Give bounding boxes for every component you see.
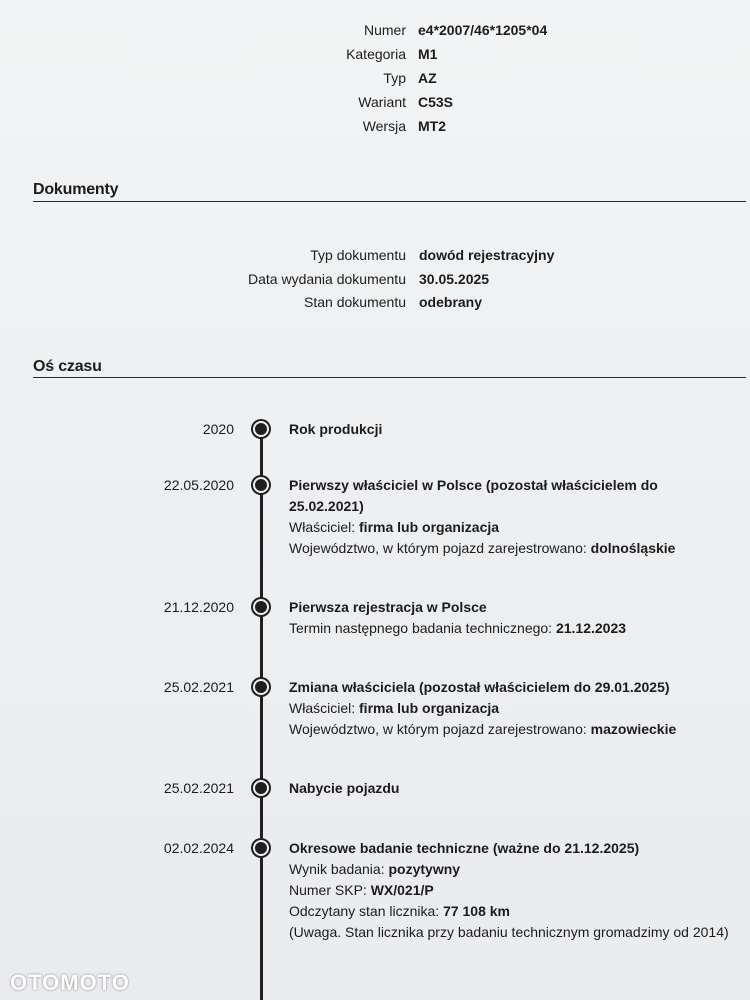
document-status-label: Stan dokumentu bbox=[304, 294, 406, 310]
timeline-divider bbox=[33, 377, 746, 378]
spec-value: M1 bbox=[418, 46, 438, 62]
timeline-marker-icon bbox=[253, 477, 269, 493]
timeline-event bbox=[289, 419, 729, 440]
detail-label: Numer SKP: bbox=[289, 882, 371, 898]
documents-divider bbox=[33, 201, 746, 202]
timeline-date: 25.02.2021 bbox=[163, 679, 234, 695]
detail-value: pozytywny bbox=[388, 861, 461, 877]
document-type-value: dowód rejestracyjny bbox=[419, 247, 555, 263]
timeline-event-title: Pierwsza rejestracja w Polsce bbox=[289, 599, 487, 615]
detail-label: Odczytany stan licznika: bbox=[289, 903, 444, 919]
timeline-marker-icon bbox=[253, 780, 269, 796]
spec-label: Numer bbox=[363, 22, 406, 38]
timeline-date: 22.05.2020 bbox=[163, 477, 234, 493]
document-issue-date-label: Data wydania dokumentu bbox=[248, 271, 406, 287]
timeline-event-detail bbox=[289, 859, 729, 880]
timeline-event-title: Okresowe badanie techniczne (ważne do 21.12.2025) bbox=[289, 840, 640, 856]
spec-label: Kategoria bbox=[346, 46, 406, 62]
document-status-value: odebrany bbox=[419, 294, 483, 310]
timeline-event-detail bbox=[289, 517, 729, 538]
detail-label: Województwo, w którym pojazd zarejestrowano: bbox=[289, 721, 591, 737]
timeline-event bbox=[289, 677, 729, 740]
spec-value: e4*2007/46*1205*04 bbox=[418, 22, 548, 38]
timeline-event-detail bbox=[289, 698, 729, 719]
timeline-event bbox=[289, 838, 729, 943]
timeline-date: 02.02.2024 bbox=[163, 840, 234, 856]
timeline-event-title: Nabycie pojazdu bbox=[289, 780, 400, 796]
timeline-event-title: Pierwszy właściciel w Polsce (pozostał właścicielem do 25.02.2021) bbox=[289, 477, 658, 514]
timeline-event-detail bbox=[289, 880, 729, 901]
detail-value: 77 108 km bbox=[443, 903, 511, 919]
spec-label: Typ bbox=[383, 70, 406, 86]
timeline-event-detail bbox=[289, 719, 729, 740]
timeline-event bbox=[289, 597, 729, 639]
otomoto-watermark: OTOMOTO bbox=[10, 970, 130, 995]
detail-value: mazowieckie bbox=[590, 721, 677, 737]
spec-value: MT2 bbox=[418, 118, 446, 134]
detail-value: firma lub organizacja bbox=[359, 700, 500, 716]
documents-heading: Dokumenty bbox=[33, 181, 119, 198]
timeline-event-note bbox=[289, 922, 729, 943]
detail-value: firma lub organizacja bbox=[359, 519, 500, 535]
spec-label: Wariant bbox=[358, 94, 406, 110]
spec-label: Wersja bbox=[362, 118, 406, 134]
timeline-event-detail bbox=[289, 618, 729, 639]
timeline-axis bbox=[260, 428, 263, 1000]
detail-label: Wynik badania: bbox=[289, 861, 389, 877]
detail-label: Właściciel: bbox=[289, 519, 360, 535]
detail-label: Termin następnego badania technicznego: bbox=[289, 620, 556, 636]
detail-value: dolnośląskie bbox=[590, 540, 676, 556]
document-type-label: Typ dokumentu bbox=[310, 247, 406, 263]
timeline-marker-icon bbox=[253, 679, 269, 695]
document-issue-date-value: 30.05.2025 bbox=[419, 271, 490, 287]
timeline-date: 21.12.2020 bbox=[163, 599, 234, 615]
detail-label: Województwo, w którym pojazd zarejestrowano: bbox=[289, 540, 591, 556]
timeline-date: 2020 bbox=[202, 421, 234, 437]
timeline-date: 25.02.2021 bbox=[163, 780, 234, 796]
timeline-event-title: Rok produkcji bbox=[289, 421, 383, 437]
timeline-event-title: Zmiana właściciela (pozostał właścicielem do 29.01.2025) bbox=[289, 679, 670, 695]
timeline-marker-icon bbox=[253, 421, 269, 437]
detail-note: (Uwaga. Stan licznika przy badaniu technicznym gromadzimy od 2014) bbox=[289, 924, 729, 940]
detail-label: Właściciel: bbox=[289, 700, 360, 716]
timeline-marker-icon bbox=[253, 840, 269, 856]
timeline-event-detail bbox=[289, 538, 729, 559]
detail-value: 21.12.2023 bbox=[555, 620, 627, 636]
timeline-event bbox=[289, 778, 729, 799]
spec-value: AZ bbox=[418, 70, 437, 86]
timeline-event bbox=[289, 475, 729, 559]
detail-value: WX/021/P bbox=[370, 882, 434, 898]
spec-value: C53S bbox=[418, 94, 454, 110]
timeline-marker-icon bbox=[253, 599, 269, 615]
timeline-heading: Oś czasu bbox=[33, 358, 102, 375]
timeline-event-detail bbox=[289, 901, 729, 922]
